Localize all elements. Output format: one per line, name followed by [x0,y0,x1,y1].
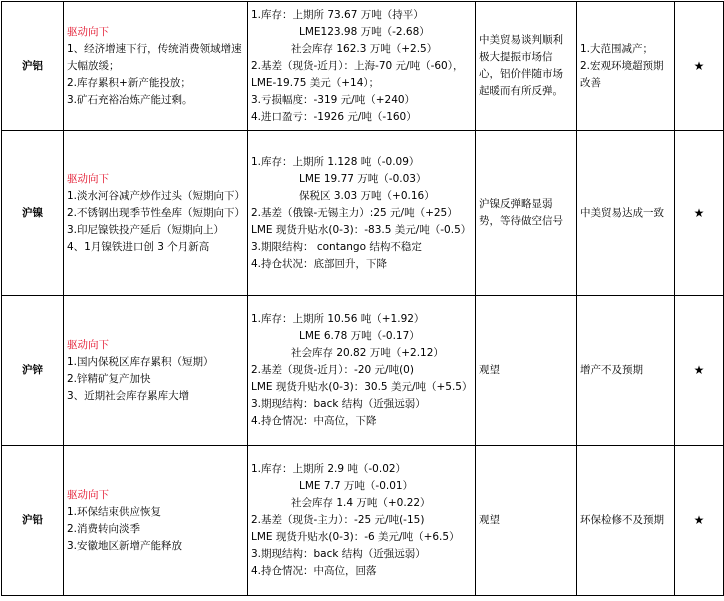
driver-item: 3.安徽地区新增产能释放 [67,539,183,552]
fund-item: 4.持仓情况：中高位，回落 [251,565,377,577]
fund-item: LME 现货升贴水(0-3)：30.5 美元/吨（+5.5） [251,381,473,393]
driver-cell [64,131,248,296]
driver-item: 3.矿石充裕冶炼产能过剩。 [67,93,193,106]
view-cell: 观望 [476,446,577,596]
fund-item: 1.库存：上期所 10.56 吨（+1.92） [251,313,425,325]
fundamentals-cell [248,296,476,446]
fund-item: 2.基差（现货-近月）：上海-70 元/吨（-60），LME-19.75 美元（+14）； [251,59,464,89]
rating-star-icon: ★ [675,131,724,296]
driver-cell [64,2,248,131]
metal-name: 沪铅 [2,446,64,596]
table-row-lead [2,446,724,596]
risk-cell [577,2,675,131]
fund-item: LME 6.78 万吨（-0.17） [299,330,420,342]
view-cell: 观望 [476,296,577,446]
fund-item: 1.库存：上期所 2.9 吨（-0.02） [251,463,407,475]
rating-star-icon: ★ [675,446,724,596]
metal-name: 沪锌 [2,296,64,446]
risk-item: 2.宏观环境超预期改善 [580,59,664,89]
fund-item: 4.持仓情况：中高位，下降 [251,415,377,427]
driver-item: 3.印尼镍铁投产延后（短期向上） [67,223,225,236]
risk-cell: 增产不及预期 [577,296,675,446]
driver-cell [64,296,248,446]
driver-item: 1.国内保税区库存累积（短期） [67,355,214,368]
fund-item: 2.基差（现货-主力）：-25 元/吨(-15) [251,514,425,526]
fund-item: LME 现货升贴水(0-3)：-6 美元/吨（+6.5） [251,531,460,543]
fund-item: 2.基差（现货-近月）：-20 元/吨(0) [251,364,414,376]
fund-item: 3.期限结构： contango 结构不稳定 [251,240,422,253]
rating-star-icon: ★ [675,296,724,446]
table-row-nickel [2,131,724,296]
fund-item: LME 19.77 万吨（-0.03） [299,172,427,185]
fund-item: 4.持仓状况：底部回升，下降 [251,257,388,270]
fundamentals-cell [248,131,476,296]
risk-cell: 中美贸易达成一致 [577,131,675,296]
view-cell: 沪镍反弹略显弱势，等待做空信号 [476,131,577,296]
driver-item: 1、经济增速下行，传统消费领域增速大幅放缓； [67,42,242,72]
driver-item: 2.不锈钢出现季节性垒库（短期向下） [67,206,246,219]
metal-name: 沪镍 [2,131,64,296]
fund-item: 1.库存：上期所 1.128 吨（-0.09） [251,155,420,168]
driver-item: 2.消费转向淡季 [67,522,141,535]
fund-item: LME 现货升贴水(0-3)：-83.5 美元/吨（-0.5） [251,223,472,236]
driver-title: 驱动向下 [67,338,109,351]
fund-item: LME123.98 万吨（-2.68） [299,25,430,38]
fund-item: 4.进口盈亏：-1926 元/吨（-160） [251,110,417,123]
driver-item: 2.库存累积+新产能投放； [67,76,191,89]
fund-item: 3.期现结构：back 结构（近强远弱） [251,398,426,410]
table-row-zinc [2,296,724,446]
fundamentals-cell [248,446,476,596]
driver-item: 4、1月镍铁进口创 3 个月新高 [67,240,210,253]
fund-item: 3.期现结构：back 结构（近强远弱） [251,548,426,560]
driver-item: 2.锌精矿复产加快 [67,372,151,385]
driver-item: 1.环保结束供应恢复 [67,505,162,518]
rating-star-icon: ★ [675,2,724,131]
fund-item: 2.基差（俄镍-无锡主力）:25 元/吨（+25） [251,206,458,219]
fund-item: 保税区 3.03 万吨（+0.16） [299,189,435,202]
driver-title: 驱动向下 [67,488,109,501]
futures-analysis-table [1,1,724,596]
view-cell: 中美贸易谈判顺利极大提振市场信心，铝价伴随市场起暖而有所反弹。 [476,2,577,131]
fund-item: 社会库存 1.4 万吨（+0.22） [291,497,431,509]
table-row-aluminum [2,2,724,131]
fund-item: 3.亏损幅度：-319 元/吨（+240） [251,93,416,106]
driver-item: 3、近期社会库存累库大增 [67,389,190,402]
fundamentals-cell [248,2,476,131]
fund-item: LME 7.7 万吨（-0.01） [299,480,414,492]
fund-item: 1.库存：上期所 73.67 万吨（持平） [251,8,424,21]
risk-cell: 环保检修不及预期 [577,446,675,596]
driver-title: 驱动向下 [67,172,109,185]
fund-item: 社会库存 20.82 万吨（+2.12） [291,347,444,359]
fund-item: 社会库存 162.3 万吨（+2.5） [291,42,438,55]
metal-name: 沪铝 [2,2,64,131]
driver-cell [64,446,248,596]
risk-item: 1.大范围减产； [580,42,654,55]
driver-title: 驱动向下 [67,25,109,38]
driver-item: 1.淡水河谷减产炒作过头（短期向下） [67,189,246,202]
